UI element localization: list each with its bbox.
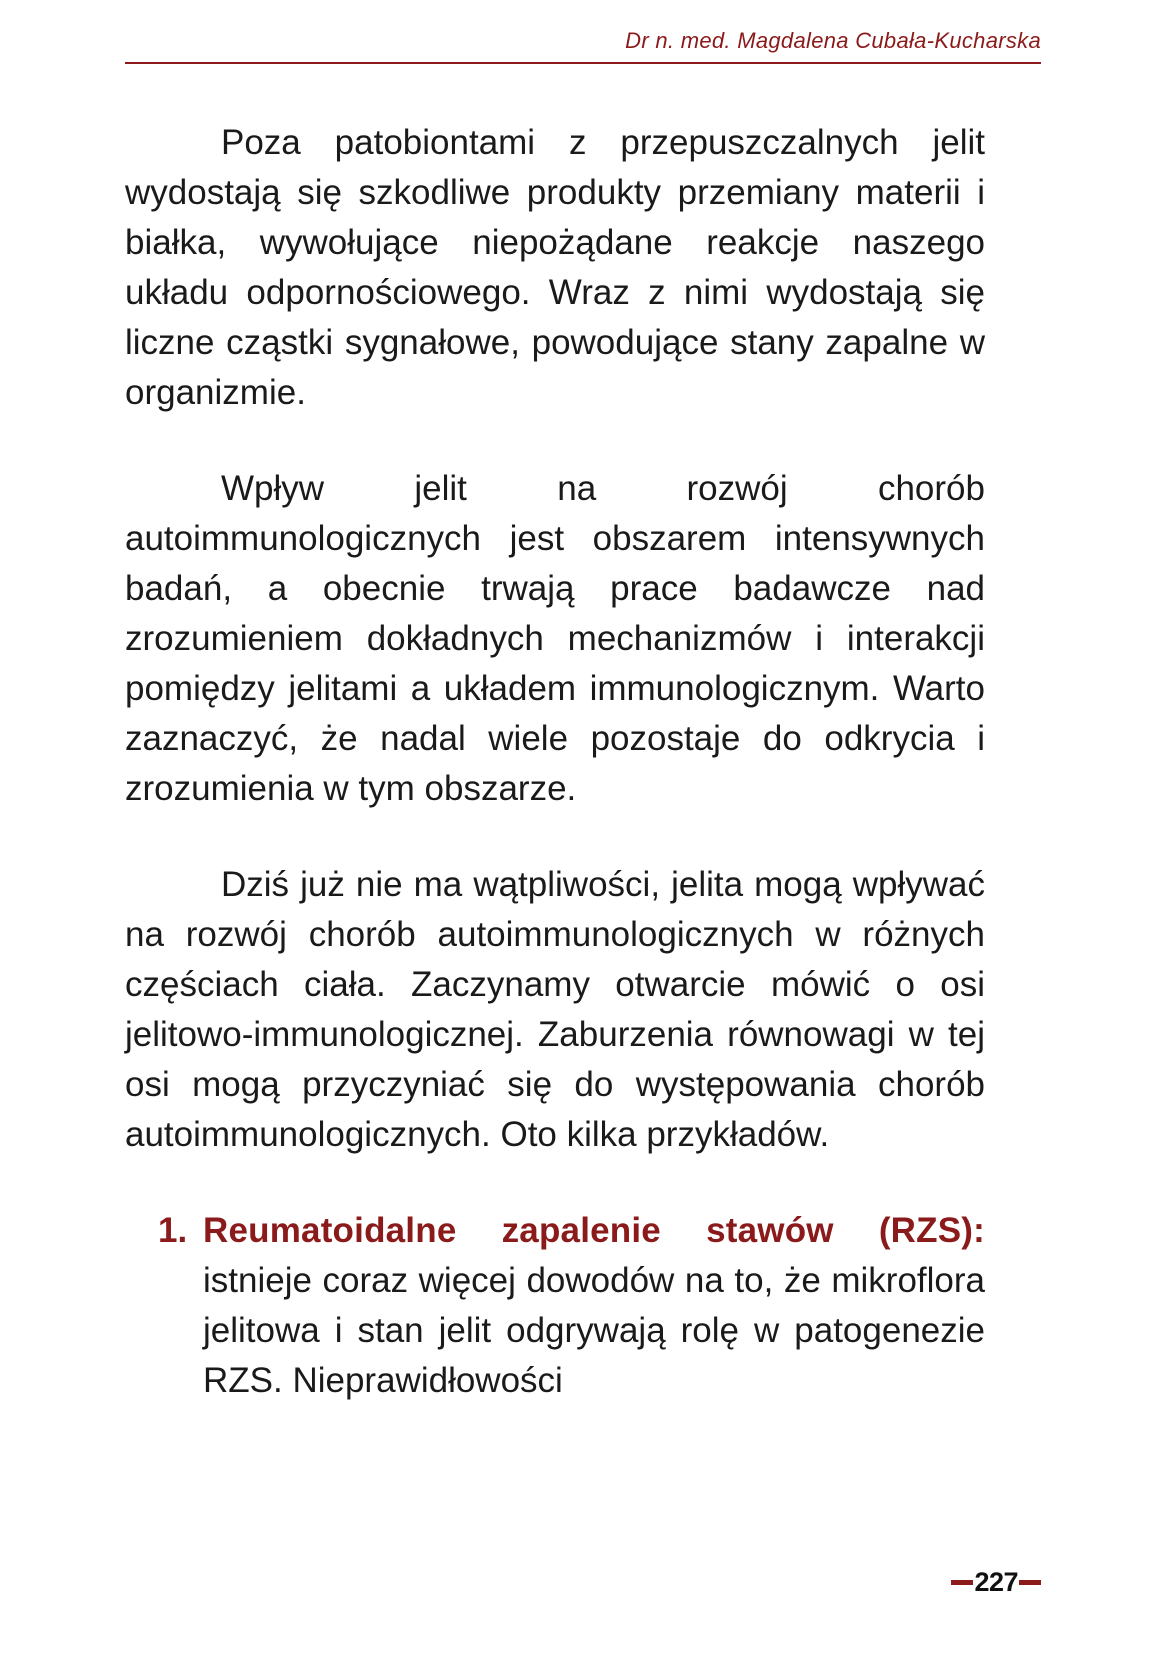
- paragraph: Wpływ jelit na rozwój chorób autoimmunologicznych jest obszarem intensywnych badań, a obecnie trwają prace badawcze nad zrozumieniem dokładnych mechanizmów i interakcji pomiędzy jelitami a układem immunologicznym. Warto zaznaczyć, że nadal wiele pozostaje do odkrycia i zrozumienia w tym obszarze.: [125, 469, 985, 808]
- paragraph: Poza patobiontami z przepuszczalnych jelit wydostają się szkodliwe produkty przemiany materii i białka, wywołujące niepożądane reakcje naszego układu odpornościowego. Wraz z nimi wydostają się liczne cząstki sygnałowe, powodujące stany zapalne w organizmie.: [125, 123, 985, 412]
- page-footer: [125, 1569, 1041, 1596]
- list-item-heading: Reumatoidalne zapalenie stawów (RZS):: [203, 1211, 985, 1250]
- running-head-text: Dr n. med. Magdalena Cubała-Kucharska: [625, 28, 1041, 53]
- body-content: [125, 118, 985, 1406]
- numbered-list: [125, 1206, 985, 1406]
- paragraph: Dziś już nie ma wątpliwości, jelita mogą wpływać na rozwój chorób autoimmunologicznych w różnych częściach ciała. Zaczynamy otwarcie mówić o osi jelitowo-immunologicznej. Zaburzenia równowagi w tej osi mogą przyczyniać się do występowania chorób autoimmunologicznych. Oto kilka przykładów.: [125, 865, 985, 1154]
- page-number: 227: [974, 1567, 1018, 1597]
- folio-left-dash-icon: [951, 1580, 973, 1585]
- running-head: [125, 28, 1041, 64]
- running-head-divider: [125, 62, 1041, 64]
- list-item: [125, 1206, 985, 1406]
- folio-right-dash-icon: [1019, 1580, 1041, 1585]
- list-item-marker: 1.: [158, 1211, 188, 1250]
- list-item-text: istnieje coraz więcej dowodów na to, że mikroflora jelitowa i stan jelit odgrywają rolę w patogenezie RZS. Nieprawidłowości: [203, 1261, 985, 1400]
